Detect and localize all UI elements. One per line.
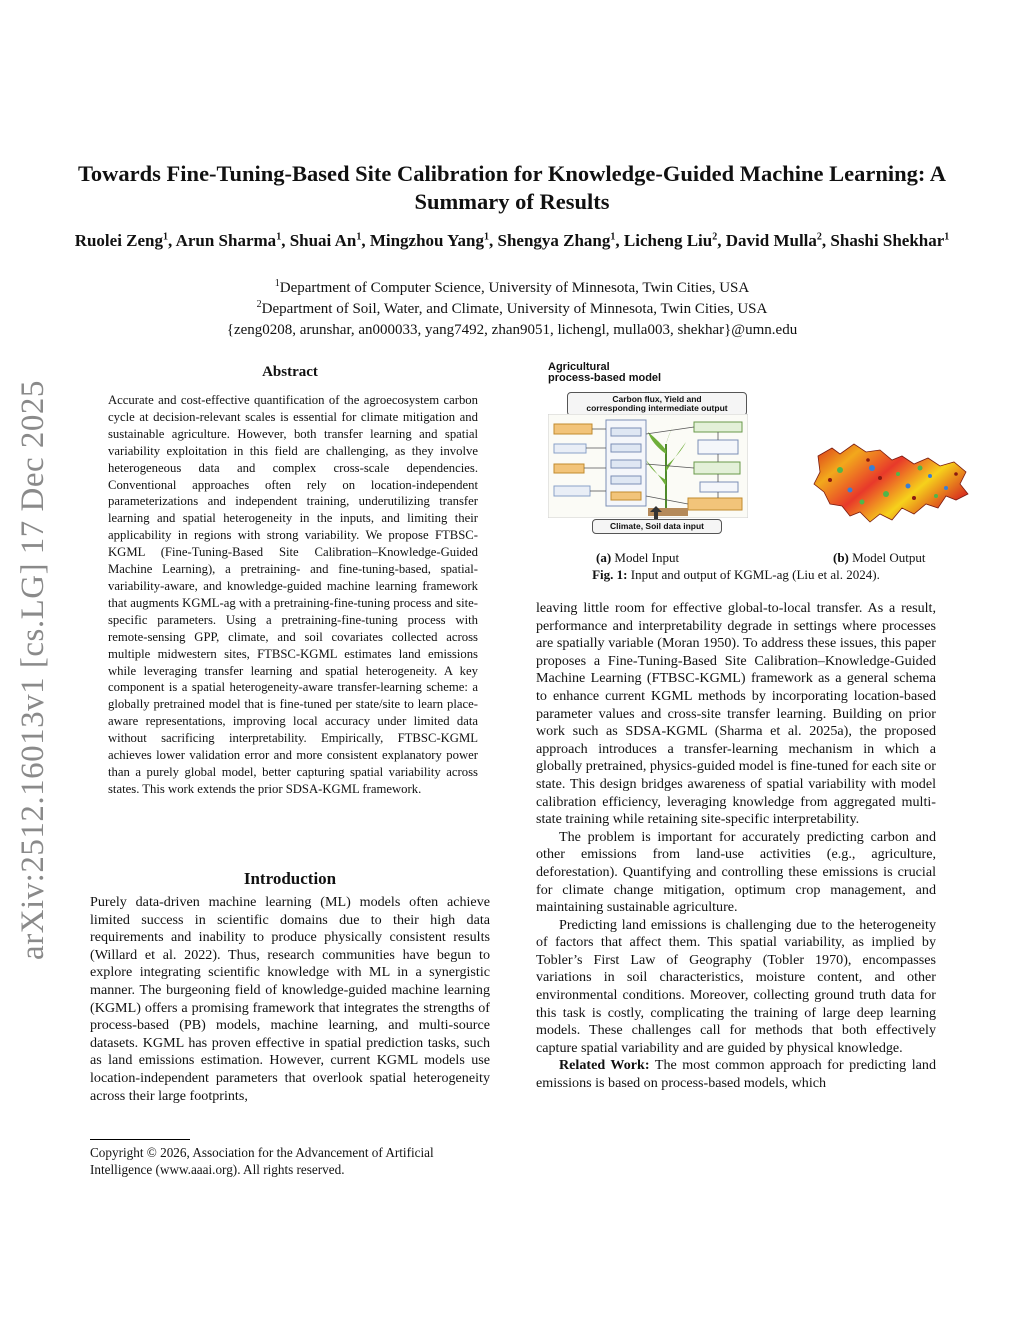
copyright-footnote: Copyright © 2026, Association for the Advancement of Artificial Intelligence (www.aaai.org). All rights reserved.	[90, 1145, 434, 1177]
paper-title: Towards Fine-Tuning-Based Site Calibration for Knowledge-Guided Machine Learning: A Summary of Results	[77, 161, 947, 214]
author-affiliation-mark: 2	[816, 231, 822, 243]
diagram-box	[700, 482, 738, 492]
author-affiliation-mark: 2	[712, 231, 718, 243]
paragraph: The problem is important for accurately predicting carbon and other emissions from land-use activities (e.g., agriculture, deforestation). Quantifying and controlling these emissions is crucial for climate change mitigation, optimum crop management, and maintaining sustainable agriculture.	[536, 828, 936, 916]
affiliation-line: $^2$Department of Soil, Water, and Climate, University of Minnesota, Twin Cities, USA	[256, 299, 768, 317]
author: Licheng Liu	[623, 231, 713, 250]
diagram-box	[694, 422, 742, 432]
author: Shuai An	[289, 231, 357, 250]
author: Arun Sharma	[175, 231, 277, 250]
process-model-diagram	[548, 414, 748, 518]
affiliation-line: $^1$Department of Computer Science, University of Minnesota, Twin Cities, USA	[274, 278, 750, 296]
author: Ruolei Zeng	[74, 231, 164, 250]
author: David Mulla	[725, 231, 817, 250]
author-list: Ruolei Zeng$^1$, Arun Sharma$^1$, Shuai An$^1$, Mingzhou Yang$^1$, Shengya Zhang$^1$, Licheng Liu$^2$, David Mulla$^2$, Shashi Shekhar$^1$	[74, 231, 950, 250]
author-affiliation-mark: 1	[944, 231, 950, 243]
output-box: Carbon flux, Yield and corresponding intermediate output	[567, 392, 747, 416]
footnote-divider	[90, 1139, 190, 1140]
diagram-box	[694, 462, 740, 474]
author: Shengya Zhang	[497, 231, 611, 250]
author-affiliation-mark: 1	[276, 231, 282, 243]
introduction-text: Purely data-driven machine learning (ML) models often achieve limited success in scientific domains due to their high data requirements and inability to produce physically consistent results (Willard et al. 2022). Thus, research communities have begun to explore integrating scientific knowledge with ML in a synergistic manner. The burgeoning field of knowledge-guided machine learning (KGML) offers a promising framework that integrates the strengths of process-based (PB) models, machine learning, and multi-source datasets. KGML has proven effective in spatial prediction tasks, such as land emissions estimation. However, current KGML models use location-independent parameters that overlook spatial heterogeneity across their large footprints,	[90, 894, 490, 1104]
abstract-heading: Abstract	[262, 364, 318, 380]
figure-caption: Fig. 1: Input and output of KGML-ag (Liu et al. 2024).	[592, 567, 880, 582]
diagram-box	[554, 424, 592, 434]
subfigure-a-label: (a) Model Input	[596, 550, 680, 565]
subfigure-b-label: (b) Model Output	[833, 550, 926, 565]
related-work-paragraph: Related Work: The most common approach for predicting land emissions is based on process-based models, which	[536, 1057, 936, 1092]
diagram-box	[698, 440, 738, 454]
figure-panel-a-title: Agricultural process-based model	[548, 361, 662, 384]
arrow-up-icon	[650, 506, 662, 520]
diagram-box	[554, 486, 590, 496]
region-shape	[814, 444, 968, 522]
author-affiliation-mark: 1	[610, 231, 616, 243]
author: Mingzhou Yang	[369, 231, 484, 250]
input-box: Climate, Soil data input	[592, 519, 722, 534]
emission-output-map	[810, 438, 972, 526]
arxiv-stamp: arXiv:2512.16013v1 [cs.LG] 17 Dec 2025	[15, 380, 51, 960]
author-affiliation-mark: 1	[163, 231, 169, 243]
diagram-box	[688, 498, 742, 510]
paragraph: leaving little room for effective global-to-local transfer. As a result, performance and interpretability degrade in settings where processes are spatially variable (Moran 1950). To address these issues, this paper proposes a Fine-Tuning-Based Site Calibration–Knowledge-Guided Machine Learning (FTBSC-KGML) framework as a general schema to enhance current KGML methods by incorporating location-based parameter values and cross-site transfer learning. Building on prior work such as SDSA-KGML (Sharma et al. 2025a), the proposed approach introduces a transfer-learning mechanism in which a globally pretrained, physics-guided model is fine-tuned for each site or state. This design bridges awareness of spatial variability with model calibration efficiency, leveraging knowledge from aggregated multi-state training while retaining site-specific interpretability.	[536, 600, 936, 828]
abstract-text: Accurate and cost-effective quantification of the agroecosystem carbon cycle at decision-relevant scales is essential for climate mitigation and sustainable agriculture. However, both transfer learning and spatial variability exploitation in this field are challenging, as they involve heterogeneous data and complex cross-scale dependencies. Conventional approaches often rely on location-independent parameterizations and independent training, underutilizing transfer learning and spatial heterogeneity in the inputs, and limiting their applicability in regions with strong variability. We propose FTBSC-KGML (Fine-Tuning-Based Site Calibration–Knowledge-Guided Machine Learning), a pretraining- and fine-tuning-based, spatial-variability-aware, and knowledge-guided machine learning framework that augments KGML-ag with a pretraining-fine-tuning process and site-specific parameters. Using a pretraining-fine-tuning process with remote-sensing GPP, climate, and soil covariates collected across multiple midwestern sites, FTBSC-KGML estimates land emissions while leveraging transfer learning and spatial heterogeneity. A key component is a spatial heterogeneity-aware transfer-learning scheme: a globally pretrained model that is fine-tuned per state/site to learn place-aware representations, improving local accuracy under limited data without sacrificing interpretability. Empirically, FTBSC-KGML achieves lower validation error and more consistent explanatory power than a purely global model, better capturing spatial variability across states. This work extends the prior SDSA-KGML framework.	[108, 393, 478, 796]
diagram-box	[554, 464, 584, 473]
author-affiliation-mark: 1	[483, 231, 489, 243]
email-list: {zeng0208, arunshar, an000033, yang7492, zhan9051, lichengl, mulla003, shekhar}@umn.edu	[226, 322, 798, 338]
author: Shashi Shekhar	[830, 231, 945, 250]
paragraph: Predicting land emissions is challenging due to the heterogeneity of factors that affect them. This spatial variability, as implied by Tobler’s First Law of Geography (Tobler 1970), encompasses variations in soil characteristics, moisture content, and other environmental conditions. Moreover, collecting ground truth data for this task is costly, complicating the training of large deep learning models. These challenges call for methods that both effectively capture spatial variability and are guided by physical knowledge.	[536, 916, 936, 1056]
right-column-text	[536, 600, 936, 1093]
introduction-heading: Introduction	[243, 869, 337, 888]
affiliations	[60, 278, 964, 341]
author-affiliation-mark: 1	[356, 231, 362, 243]
diagram-box	[554, 444, 586, 453]
